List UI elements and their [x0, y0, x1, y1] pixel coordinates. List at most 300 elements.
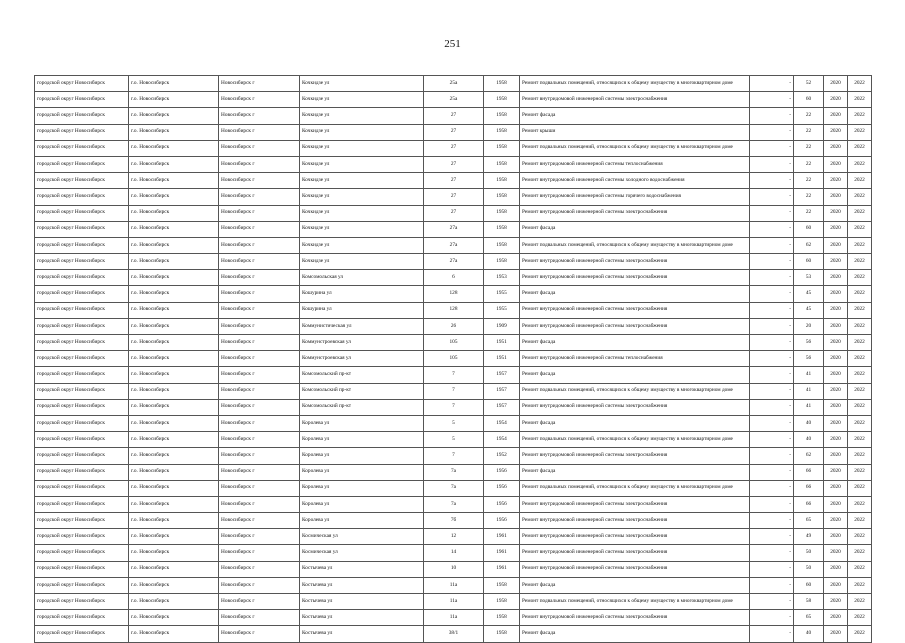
city-cell: Новосибирск г — [219, 513, 300, 529]
repair-schedule-table — [34, 75, 872, 643]
count-cell: 60 — [794, 92, 824, 108]
year-built-cell: 1961 — [484, 545, 520, 561]
end-year-cell: 2022 — [848, 577, 872, 593]
work-type-cell: Ремонт внутридомовой инженерной системы электроснабжения — [520, 399, 750, 415]
start-year-cell: 2020 — [824, 302, 848, 318]
table-body — [35, 76, 872, 643]
dash-cell: - — [750, 351, 794, 367]
city-cell: Новосибирск г — [219, 464, 300, 480]
work-type-cell: Ремонт внутридомовой инженерной системы теплоснабжения — [520, 351, 750, 367]
municipality-cell: городской округ Новосибирск — [35, 351, 129, 367]
city-cell: Новосибирск г — [219, 351, 300, 367]
count-cell: 22 — [794, 173, 824, 189]
municipality-cell: городской округ Новосибирск — [35, 626, 129, 642]
house-cell: 11а — [424, 610, 484, 626]
city-cell: Новосибирск г — [219, 496, 300, 512]
count-cell: 22 — [794, 108, 824, 124]
year-built-cell: 1958 — [484, 237, 520, 253]
district-cell: г.о. Новосибирск — [129, 626, 219, 642]
municipality-cell: городской округ Новосибирск — [35, 76, 129, 92]
city-cell: Новосибирск г — [219, 432, 300, 448]
municipality-cell: городской округ Новосибирск — [35, 221, 129, 237]
table-row — [35, 189, 872, 205]
count-cell: 53 — [794, 270, 824, 286]
municipality-cell: городской округ Новосибирск — [35, 318, 129, 334]
city-cell: Новосибирск г — [219, 254, 300, 270]
district-cell: г.о. Новосибирск — [129, 124, 219, 140]
work-type-cell: Ремонт фасада — [520, 335, 750, 351]
district-cell: г.о. Новосибирск — [129, 254, 219, 270]
city-cell: Новосибирск г — [219, 610, 300, 626]
start-year-cell: 2020 — [824, 594, 848, 610]
year-built-cell: 1957 — [484, 367, 520, 383]
year-built-cell: 1958 — [484, 140, 520, 156]
work-type-cell: Ремонт фасада — [520, 286, 750, 302]
municipality-cell: городской округ Новосибирск — [35, 108, 129, 124]
street-cell: Кочкидзе ул — [300, 156, 424, 172]
year-built-cell: 1961 — [484, 529, 520, 545]
end-year-cell: 2022 — [848, 318, 872, 334]
street-cell: Кочкидзе ул — [300, 254, 424, 270]
district-cell: г.о. Новосибирск — [129, 448, 219, 464]
work-type-cell: Ремонт внутридомовой инженерной системы электроснабжения — [520, 529, 750, 545]
street-cell: Комсомольский пр-кт — [300, 399, 424, 415]
dash-cell: - — [750, 529, 794, 545]
district-cell: г.о. Новосибирск — [129, 92, 219, 108]
table-row — [35, 448, 872, 464]
work-type-cell: Ремонт внутридомовой инженерной системы электроснабжения — [520, 92, 750, 108]
table-row — [35, 577, 872, 593]
work-type-cell: Ремонт внутридомовой инженерной системы электроснабжения — [520, 513, 750, 529]
count-cell: 62 — [794, 237, 824, 253]
street-cell: Коммунстроевская ул — [300, 351, 424, 367]
district-cell: г.о. Новосибирск — [129, 496, 219, 512]
city-cell: Новосибирск г — [219, 383, 300, 399]
house-cell: 7 — [424, 399, 484, 415]
dash-cell: - — [750, 432, 794, 448]
street-cell: Кочкидзе ул — [300, 237, 424, 253]
year-built-cell: 1958 — [484, 189, 520, 205]
house-cell: 27 — [424, 140, 484, 156]
year-built-cell: 1961 — [484, 561, 520, 577]
municipality-cell: городской округ Новосибирск — [35, 448, 129, 464]
work-type-cell: Ремонт внутридомовой инженерной системы холодного водоснабжения — [520, 173, 750, 189]
work-type-cell: Ремонт подвальных помещений, относящихся к общему имуществу в многоквартирном доме — [520, 237, 750, 253]
work-type-cell: Ремонт фасада — [520, 367, 750, 383]
house-cell: 5 — [424, 432, 484, 448]
count-cell: 22 — [794, 205, 824, 221]
city-cell: Новосибирск г — [219, 448, 300, 464]
house-cell: 27 — [424, 173, 484, 189]
page-number: 251 — [444, 38, 461, 50]
year-built-cell: 1958 — [484, 108, 520, 124]
work-type-cell: Ремонт внутридомовой инженерной системы теплоснабжения — [520, 156, 750, 172]
district-cell: г.о. Новосибирск — [129, 189, 219, 205]
table-row — [35, 108, 872, 124]
table-row — [35, 594, 872, 610]
start-year-cell: 2020 — [824, 577, 848, 593]
start-year-cell: 2020 — [824, 448, 848, 464]
municipality-cell: городской округ Новосибирск — [35, 335, 129, 351]
municipality-cell: городской округ Новосибирск — [35, 302, 129, 318]
end-year-cell: 2022 — [848, 302, 872, 318]
district-cell: г.о. Новосибирск — [129, 221, 219, 237]
municipality-cell: городской округ Новосибирск — [35, 432, 129, 448]
count-cell: 45 — [794, 286, 824, 302]
start-year-cell: 2020 — [824, 205, 848, 221]
start-year-cell: 2020 — [824, 496, 848, 512]
dash-cell: - — [750, 335, 794, 351]
street-cell: Королева ул — [300, 496, 424, 512]
dash-cell: - — [750, 318, 794, 334]
city-cell: Новосибирск г — [219, 173, 300, 189]
end-year-cell: 2022 — [848, 221, 872, 237]
dash-cell: - — [750, 92, 794, 108]
start-year-cell: 2020 — [824, 367, 848, 383]
dash-cell: - — [750, 270, 794, 286]
table-row — [35, 415, 872, 431]
table-row — [35, 254, 872, 270]
count-cell: 60 — [794, 577, 824, 593]
end-year-cell: 2022 — [848, 140, 872, 156]
start-year-cell: 2020 — [824, 124, 848, 140]
house-cell: 27 — [424, 108, 484, 124]
start-year-cell: 2020 — [824, 480, 848, 496]
table-row — [35, 92, 872, 108]
house-cell: 7 — [424, 448, 484, 464]
end-year-cell: 2022 — [848, 415, 872, 431]
end-year-cell: 2022 — [848, 399, 872, 415]
city-cell: Новосибирск г — [219, 156, 300, 172]
year-built-cell: 1957 — [484, 399, 520, 415]
municipality-cell: городской округ Новосибирск — [35, 480, 129, 496]
district-cell: г.о. Новосибирск — [129, 513, 219, 529]
city-cell: Новосибирск г — [219, 545, 300, 561]
work-type-cell: Ремонт фасада — [520, 221, 750, 237]
city-cell: Новосибирск г — [219, 577, 300, 593]
start-year-cell: 2020 — [824, 270, 848, 286]
work-type-cell: Ремонт подвальных помещений, относящихся к общему имуществу в многоквартирном доме — [520, 432, 750, 448]
street-cell: Королева ул — [300, 480, 424, 496]
house-cell: 27а — [424, 221, 484, 237]
count-cell: 65 — [794, 610, 824, 626]
year-built-cell: 1958 — [484, 92, 520, 108]
street-cell: Королева ул — [300, 513, 424, 529]
year-built-cell: 1958 — [484, 205, 520, 221]
dash-cell: - — [750, 513, 794, 529]
house-cell: 25а — [424, 92, 484, 108]
house-cell: 10 — [424, 561, 484, 577]
street-cell: Космическая ул — [300, 545, 424, 561]
count-cell: 56 — [794, 335, 824, 351]
municipality-cell: городской округ Новосибирск — [35, 399, 129, 415]
end-year-cell: 2022 — [848, 108, 872, 124]
dash-cell: - — [750, 108, 794, 124]
count-cell: 49 — [794, 529, 824, 545]
district-cell: г.о. Новосибирск — [129, 156, 219, 172]
city-cell: Новосибирск г — [219, 318, 300, 334]
district-cell: г.о. Новосибирск — [129, 286, 219, 302]
end-year-cell: 2022 — [848, 626, 872, 642]
city-cell: Новосибирск г — [219, 367, 300, 383]
start-year-cell: 2020 — [824, 173, 848, 189]
year-built-cell: 1958 — [484, 76, 520, 92]
dash-cell: - — [750, 173, 794, 189]
start-year-cell: 2020 — [824, 189, 848, 205]
table-row — [35, 156, 872, 172]
house-cell: 27 — [424, 124, 484, 140]
start-year-cell: 2020 — [824, 286, 848, 302]
count-cell: 60 — [794, 254, 824, 270]
year-built-cell: 1958 — [484, 594, 520, 610]
count-cell: 52 — [794, 76, 824, 92]
start-year-cell: 2020 — [824, 399, 848, 415]
count-cell: 41 — [794, 383, 824, 399]
district-cell: г.о. Новосибирск — [129, 415, 219, 431]
start-year-cell: 2020 — [824, 626, 848, 642]
city-cell: Новосибирск г — [219, 594, 300, 610]
year-built-cell: 1955 — [484, 302, 520, 318]
house-cell: 27 — [424, 205, 484, 221]
table-row — [35, 432, 872, 448]
count-cell: 22 — [794, 124, 824, 140]
dash-cell: - — [750, 302, 794, 318]
table-row — [35, 351, 872, 367]
work-type-cell: Ремонт подвальных помещений, относящихся к общему имуществу в многоквартирном доме — [520, 594, 750, 610]
year-built-cell: 1958 — [484, 254, 520, 270]
district-cell: г.о. Новосибирск — [129, 318, 219, 334]
city-cell: Новосибирск г — [219, 399, 300, 415]
dash-cell: - — [750, 254, 794, 270]
end-year-cell: 2022 — [848, 432, 872, 448]
start-year-cell: 2020 — [824, 415, 848, 431]
year-built-cell: 1952 — [484, 448, 520, 464]
year-built-cell: 1958 — [484, 577, 520, 593]
end-year-cell: 2022 — [848, 124, 872, 140]
year-built-cell: 1958 — [484, 610, 520, 626]
house-cell: 7б — [424, 513, 484, 529]
count-cell: 22 — [794, 189, 824, 205]
work-type-cell: Ремонт фасада — [520, 626, 750, 642]
dash-cell: - — [750, 545, 794, 561]
table-row — [35, 286, 872, 302]
city-cell: Новосибирск г — [219, 270, 300, 286]
year-built-cell: 1951 — [484, 351, 520, 367]
district-cell: г.о. Новосибирск — [129, 108, 219, 124]
district-cell: г.о. Новосибирск — [129, 302, 219, 318]
table-row — [35, 367, 872, 383]
district-cell: г.о. Новосибирск — [129, 367, 219, 383]
table-row — [35, 173, 872, 189]
count-cell: 22 — [794, 140, 824, 156]
table-row — [35, 124, 872, 140]
municipality-cell: городской округ Новосибирск — [35, 577, 129, 593]
count-cell: 20 — [794, 318, 824, 334]
work-type-cell: Ремонт внутридомовой инженерной системы электроснабжения — [520, 270, 750, 286]
house-cell: 105 — [424, 335, 484, 351]
dash-cell: - — [750, 594, 794, 610]
end-year-cell: 2022 — [848, 237, 872, 253]
district-cell: г.о. Новосибирск — [129, 351, 219, 367]
work-type-cell: Ремонт внутридомовой инженерной системы электроснабжения — [520, 561, 750, 577]
street-cell: Кочкидзе ул — [300, 108, 424, 124]
house-cell: 5 — [424, 415, 484, 431]
dash-cell: - — [750, 221, 794, 237]
table-row — [35, 205, 872, 221]
work-type-cell: Ремонт внутридомовой инженерной системы электроснабжения — [520, 448, 750, 464]
table-row — [35, 513, 872, 529]
street-cell: Кошурина ул — [300, 302, 424, 318]
start-year-cell: 2020 — [824, 513, 848, 529]
house-cell: 14 — [424, 545, 484, 561]
house-cell: 128 — [424, 302, 484, 318]
start-year-cell: 2020 — [824, 76, 848, 92]
year-built-cell: 1958 — [484, 156, 520, 172]
end-year-cell: 2022 — [848, 286, 872, 302]
start-year-cell: 2020 — [824, 156, 848, 172]
start-year-cell: 2020 — [824, 529, 848, 545]
end-year-cell: 2022 — [848, 367, 872, 383]
district-cell: г.о. Новосибирск — [129, 577, 219, 593]
municipality-cell: городской округ Новосибирск — [35, 156, 129, 172]
municipality-cell: городской округ Новосибирск — [35, 415, 129, 431]
table-row — [35, 561, 872, 577]
work-type-cell: Ремонт фасада — [520, 464, 750, 480]
count-cell: 45 — [794, 302, 824, 318]
dash-cell: - — [750, 383, 794, 399]
house-cell: 7 — [424, 383, 484, 399]
city-cell: Новосибирск г — [219, 335, 300, 351]
start-year-cell: 2020 — [824, 383, 848, 399]
dash-cell: - — [750, 610, 794, 626]
dash-cell: - — [750, 76, 794, 92]
start-year-cell: 2020 — [824, 432, 848, 448]
street-cell: Кочкидзе ул — [300, 140, 424, 156]
city-cell: Новосибирск г — [219, 529, 300, 545]
table-row — [35, 464, 872, 480]
end-year-cell: 2022 — [848, 156, 872, 172]
count-cell: 58 — [794, 594, 824, 610]
end-year-cell: 2022 — [848, 270, 872, 286]
city-cell: Новосибирск г — [219, 561, 300, 577]
street-cell: Королева ул — [300, 415, 424, 431]
city-cell: Новосибирск г — [219, 302, 300, 318]
work-type-cell: Ремонт внутридомовой инженерной системы электроснабжения — [520, 205, 750, 221]
work-type-cell: Ремонт внутридомовой инженерной системы электроснабжения — [520, 254, 750, 270]
count-cell: 66 — [794, 464, 824, 480]
table-row — [35, 335, 872, 351]
work-type-cell: Ремонт фасада — [520, 415, 750, 431]
municipality-cell: городской округ Новосибирск — [35, 383, 129, 399]
year-built-cell: 1956 — [484, 464, 520, 480]
table-row — [35, 480, 872, 496]
district-cell: г.о. Новосибирск — [129, 561, 219, 577]
district-cell: г.о. Новосибирск — [129, 237, 219, 253]
municipality-cell: городской округ Новосибирск — [35, 496, 129, 512]
end-year-cell: 2022 — [848, 351, 872, 367]
city-cell: Новосибирск г — [219, 221, 300, 237]
street-cell: Космическая ул — [300, 529, 424, 545]
end-year-cell: 2022 — [848, 76, 872, 92]
table-row — [35, 496, 872, 512]
city-cell: Новосибирск г — [219, 626, 300, 642]
table-row — [35, 399, 872, 415]
dash-cell: - — [750, 286, 794, 302]
street-cell: Костычева ул — [300, 626, 424, 642]
table-row — [35, 529, 872, 545]
count-cell: 66 — [794, 496, 824, 512]
year-built-cell: 1953 — [484, 270, 520, 286]
municipality-cell: городской округ Новосибирск — [35, 124, 129, 140]
year-built-cell: 1955 — [484, 286, 520, 302]
end-year-cell: 2022 — [848, 205, 872, 221]
work-type-cell: Ремонт внутридомовой инженерной системы электроснабжения — [520, 545, 750, 561]
municipality-cell: городской округ Новосибирск — [35, 610, 129, 626]
house-cell: 38/1 — [424, 626, 484, 642]
dash-cell: - — [750, 367, 794, 383]
street-cell: Кочкидзе ул — [300, 189, 424, 205]
table-row — [35, 302, 872, 318]
district-cell: г.о. Новосибирск — [129, 399, 219, 415]
house-cell: 26 — [424, 318, 484, 334]
end-year-cell: 2022 — [848, 254, 872, 270]
start-year-cell: 2020 — [824, 221, 848, 237]
street-cell: Королева ул — [300, 432, 424, 448]
table-row — [35, 318, 872, 334]
municipality-cell: городской округ Новосибирск — [35, 464, 129, 480]
dash-cell: - — [750, 577, 794, 593]
count-cell: 62 — [794, 448, 824, 464]
count-cell: 22 — [794, 156, 824, 172]
year-built-cell: 1958 — [484, 124, 520, 140]
municipality-cell: городской округ Новосибирск — [35, 237, 129, 253]
dash-cell: - — [750, 399, 794, 415]
district-cell: г.о. Новосибирск — [129, 270, 219, 286]
street-cell: Костычева ул — [300, 577, 424, 593]
count-cell: 41 — [794, 399, 824, 415]
municipality-cell: городской округ Новосибирск — [35, 205, 129, 221]
municipality-cell: городской округ Новосибирск — [35, 140, 129, 156]
year-built-cell: 1954 — [484, 432, 520, 448]
dash-cell: - — [750, 496, 794, 512]
house-cell: 7а — [424, 464, 484, 480]
municipality-cell: городской округ Новосибирск — [35, 270, 129, 286]
count-cell: 56 — [794, 351, 824, 367]
count-cell: 40 — [794, 415, 824, 431]
dash-cell: - — [750, 561, 794, 577]
house-cell: 7 — [424, 367, 484, 383]
work-type-cell: Ремонт фасада — [520, 577, 750, 593]
municipality-cell: городской округ Новосибирск — [35, 561, 129, 577]
street-cell: Комсомольская ул — [300, 270, 424, 286]
end-year-cell: 2022 — [848, 594, 872, 610]
district-cell: г.о. Новосибирск — [129, 432, 219, 448]
house-cell: 12 — [424, 529, 484, 545]
municipality-cell: городской округ Новосибирск — [35, 367, 129, 383]
street-cell: Кочкидзе ул — [300, 173, 424, 189]
start-year-cell: 2020 — [824, 92, 848, 108]
start-year-cell: 2020 — [824, 464, 848, 480]
district-cell: г.о. Новосибирск — [129, 545, 219, 561]
municipality-cell: городской округ Новосибирск — [35, 92, 129, 108]
dash-cell: - — [750, 415, 794, 431]
dash-cell: - — [750, 480, 794, 496]
municipality-cell: городской округ Новосибирск — [35, 286, 129, 302]
city-cell: Новосибирск г — [219, 108, 300, 124]
district-cell: г.о. Новосибирск — [129, 594, 219, 610]
year-built-cell: 1956 — [484, 513, 520, 529]
house-cell: 27а — [424, 237, 484, 253]
